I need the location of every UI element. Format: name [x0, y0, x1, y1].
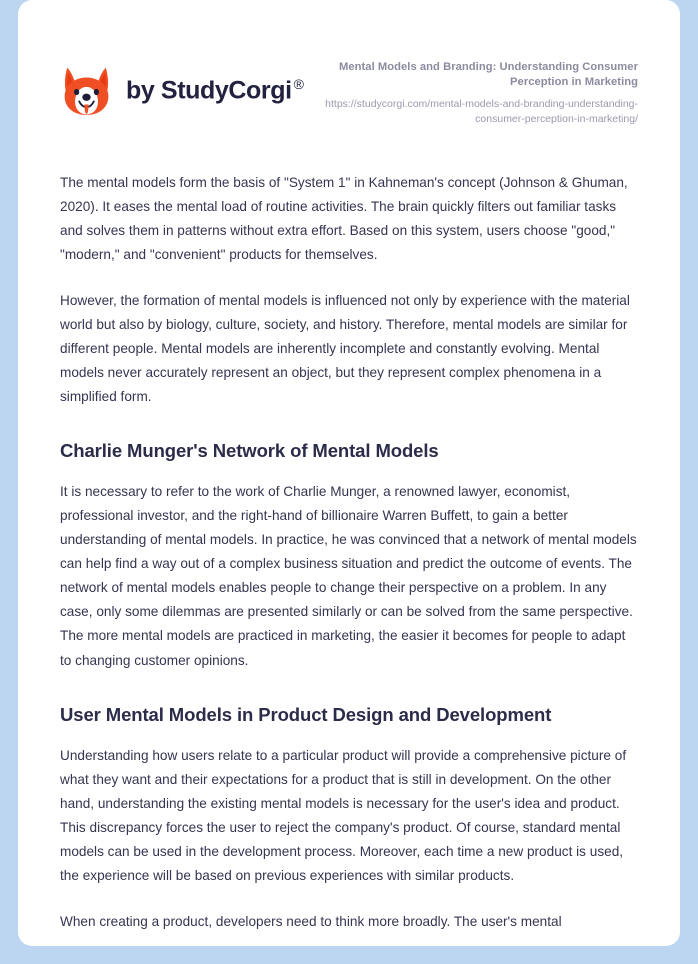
brand-logo-block[interactable] — [60, 56, 304, 116]
corgi-mascot-icon — [60, 66, 113, 116]
registered-trademark-icon: ® — [293, 76, 304, 93]
body-paragraph: The mental models form the basis of "System 1" in Kahneman's concept (Johnson & Ghuman, 2020). It eases the mental load of routine activities. The brain quickly filters out familiar tasks and solves them in patterns without extra effort. Based on this system, users choose "good," "modern," and "convenient" products for themselves. — [60, 174, 628, 262]
page-bottom-edge — [0, 946, 698, 964]
document-paper — [18, 0, 680, 946]
brand-name-text: by StudyCorgi — [126, 76, 292, 105]
body-paragraph: Understanding how users relate to a particular product will provide a comprehensive picture of what they want and their expectations for a product that is still in development. On the other hand, understanding the existing mental models is necessary for the user's idea and product. This discrepancy forces the user to reject the company's product. Of course, standard mental models can be used in the development process. Moreover, each time a new product is used, the experience will be based on previous experiences with similar products. — [60, 747, 627, 883]
body-paragraph: However, the formation of mental models is influenced not only by experience with the material world but also by biology, culture, society, and history. Therefore, mental models are similar for different people. Mental models are inherently incomplete and constantly evolving. Mental models never accurately represent an object, but they represent complex phenomena in a simplified form. — [60, 292, 630, 405]
body-paragraph: It is necessary to refer to the work of Charlie Munger, a renowned lawyer, economist, professional investor, and the right-hand of billionaire Warren Buffett, to gain a better understanding of mental models. In practice, he was convinced that a network of mental models can help find a way out of a complex business situation and predict the outcome of events. The network of mental models enables people to change their perspective on a problem. In any case, only some dilemmas are presented similarly or can be solved from the same perspective. The more mental models are practiced in marketing, the easier it becomes for people to adapt to changing customer opinions. — [60, 484, 637, 668]
document-meta — [304, 56, 638, 127]
document-header — [18, 0, 680, 127]
body-paragraph: When creating a product, developers need to think more broadly. The user's mental — [60, 913, 562, 929]
brand-name — [126, 76, 304, 105]
article-content — [18, 171, 680, 934]
section-heading: Charlie Munger's Network of Mental Models — [60, 440, 439, 462]
source-url[interactable]: https://studycorgi.com/mental-models-and-branding-understanding-consumer-perception-in-marketing/ — [325, 97, 638, 125]
page-title: Mental Models and Branding: Understanding Consumer Perception in Marketing — [339, 61, 638, 89]
section-heading: User Mental Models in Product Design and Development — [60, 703, 552, 725]
